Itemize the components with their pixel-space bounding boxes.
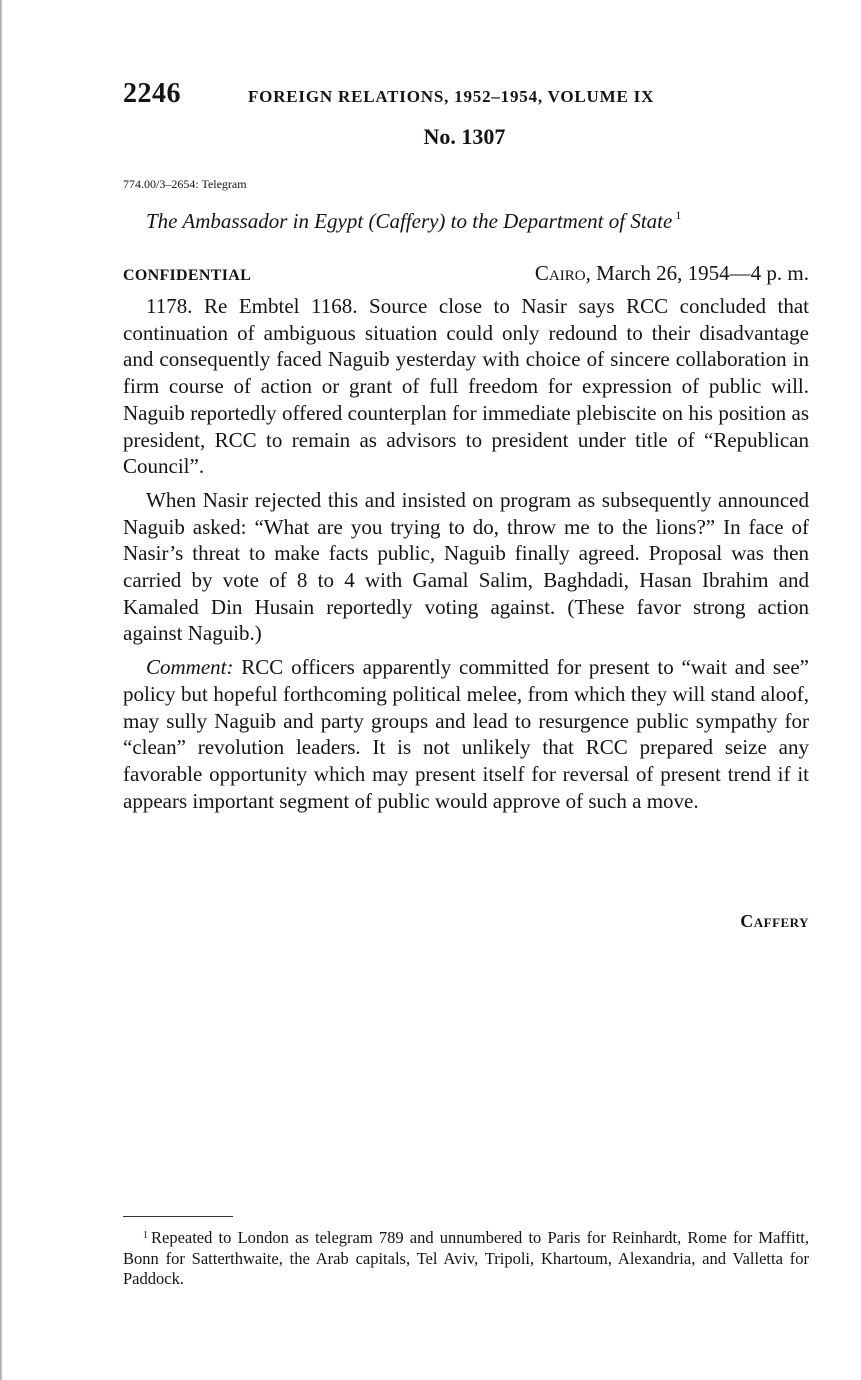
running-head <box>123 78 809 114</box>
body-paragraph-2: When Nasir rejected this and insisted on program as subsequently announced Naguib asked: “What are you trying to do, throw me to the lions?” In face of Nasir’s threat to make facts public, Naguib finally agreed. Proposal was then carried by vote of 8 to 4 with Gamal Salim, Baghdadi, Hasan Ibrahim and Kamaled Din Husain reportedly voting against. (These favor strong action against Naguib.) <box>123 487 809 646</box>
comment-paragraph <box>123 654 809 814</box>
signature: Caffery <box>740 911 809 931</box>
footnote-rule <box>123 1216 233 1217</box>
page-number: 2246 <box>123 78 181 109</box>
comment-label: Comment: <box>146 655 234 680</box>
footnote-text: Repeated to London as telegram 789 and unnumbered to Paris for Reinhardt, Rome for Maffitt, Bonn for Satterthwaite, the Arab capitals, Tel Aviv, Tripoli, Khartoum, Alexandria, and Valletta for Paddock. <box>123 1228 809 1288</box>
classification-label: CONFIDENTIAL <box>123 267 252 284</box>
file-reference: 774.00/3–2654: Telegram <box>123 177 247 191</box>
telegram-body <box>123 293 809 821</box>
dateline <box>535 261 809 286</box>
document-number: No. 1307 <box>423 124 506 149</box>
footnote-marker: 1 <box>143 1230 148 1241</box>
dateline-place: Cairo <box>534 261 586 285</box>
body-paragraph-1: 1178. Re Embtel 1168. Source close to Nasir says RCC concluded that continuation of ambiguous situation could only redound to their disadvantage and consequently faced Naguib yesterday with choice of sincere collaboration in firm course of action or grant of full freedom for expression of public will. Naguib reportedly offered counterplan for immediate plebiscite on his position as president, RCC to remain as advisors to president under title of “Republican Council”. <box>123 294 809 479</box>
page-edge-shadow <box>0 0 3 1380</box>
series-title: FOREIGN RELATIONS, 1952–1954, VOLUME IX <box>248 87 655 106</box>
dateline-row <box>123 261 809 289</box>
footnote <box>123 1226 809 1290</box>
document-title <box>146 208 681 234</box>
comment-text: RCC officers apparently committed for present to “wait and see” policy but hopeful forthcoming political melee, from which they will stand aloof, may sully Naguib and party groups and lead to resurgence public sympathy for “clean” revolution leaders. It is not unlikely that RCC prepared seize any favorable opportunity which may present itself for reversal of present trend if it appears important segment of public would approve of such a move. <box>123 655 809 813</box>
document-title-text: The Ambassador in Egypt (Caffery) to the Department of State <box>146 209 673 233</box>
title-footnote-marker: 1 <box>675 208 682 222</box>
dateline-date: , March 26, 1954—4 p. m. <box>585 261 809 285</box>
